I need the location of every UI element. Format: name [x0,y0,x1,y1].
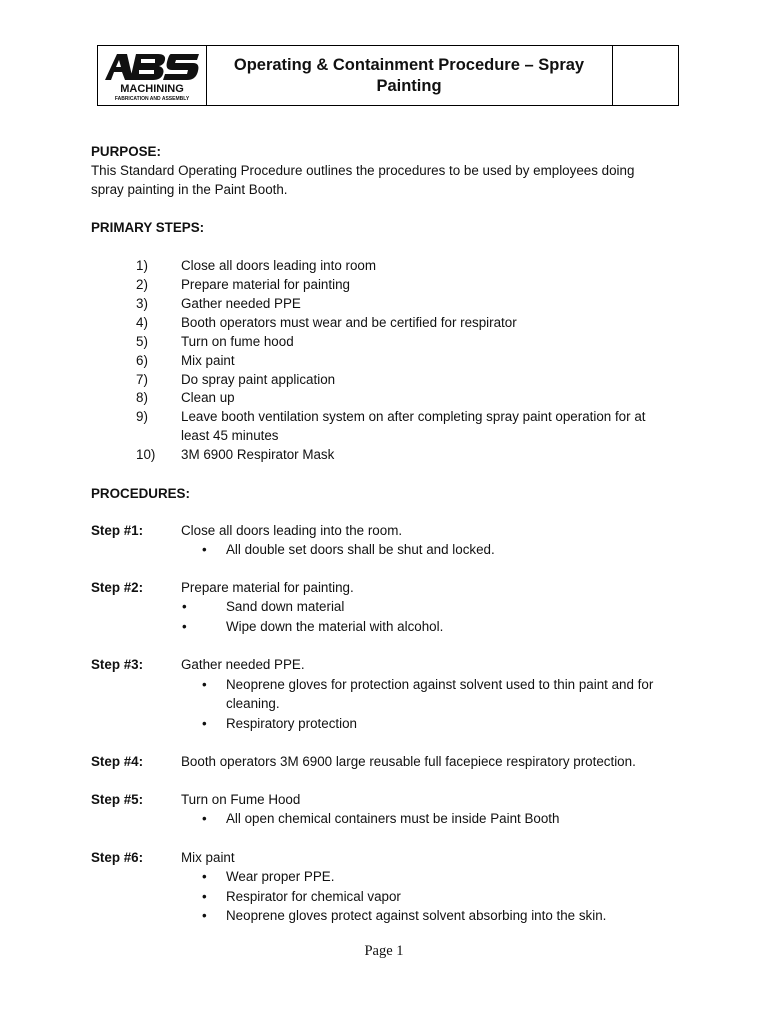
step-number: 5) [136,334,148,349]
step-number: 2) [136,277,148,292]
bullet-icon: • [202,716,207,731]
procedure-bullet-text: All open chemical containers must be inside Paint Booth [226,811,560,826]
company-logo [103,50,201,102]
bullet-icon: • [182,619,187,634]
logo-tagline: FABRICATION AND ASSEMBLY [114,96,190,102]
procedure-step-label: Step #6: [91,850,144,865]
procedures-heading: PROCEDURES: [91,486,190,501]
header-blank-cell [612,46,678,105]
procedure-bullet-text-continued: cleaning. [226,696,280,711]
procedure-step-label: Step #3: [91,657,144,672]
procedure-step-text: Booth operators 3M 6900 large reusable full facepiece respiratory protection. [181,754,636,769]
purpose-text-line-1: This Standard Operating Procedure outlines the procedures to be used by employees doing [91,163,635,178]
procedure-bullet-text: Wear proper PPE. [226,869,335,884]
step-text: Leave booth ventilation system on after completing spray paint operation for at [181,409,646,424]
procedure-step-label: Step #2: [91,580,144,595]
procedure-step-text: Mix paint [181,850,235,865]
procedure-step-label: Step #5: [91,792,144,807]
procedure-step-text: Turn on Fume Hood [181,792,301,807]
logo-cell [98,46,207,105]
step-number: 6) [136,353,148,368]
step-text: Prepare material for painting [181,277,350,292]
step-text: Mix paint [181,353,235,368]
step-number: 10) [136,447,156,462]
procedure-bullet-text: Neoprene gloves for protection against solvent used to thin paint and for [226,677,654,692]
bullet-icon: • [182,599,187,614]
bullet-icon: • [202,908,207,923]
step-text-continued: least 45 minutes [181,428,279,443]
procedure-bullet-text: All double set doors shall be shut and locked. [226,542,495,557]
procedure-bullet-text: Wipe down the material with alcohol. [226,619,444,634]
step-number: 9) [136,409,148,424]
procedure-bullet-text: Sand down material [226,599,345,614]
step-number: 3) [136,296,148,311]
procedure-step-text: Prepare material for painting. [181,580,354,595]
step-text: 3M 6900 Respirator Mask [181,447,335,462]
step-number: 1) [136,258,148,273]
title-line-2: Painting [376,76,442,95]
step-text: Do spray paint application [181,372,336,387]
logo-sub-text: MACHINING [120,83,184,95]
step-number: 4) [136,315,148,330]
step-number: 8) [136,390,148,405]
procedure-step-label: Step #1: [91,523,144,538]
purpose-text-line-2: spray painting in the Paint Booth. [91,182,288,197]
bullet-icon: • [202,542,207,557]
procedure-bullet-text: Neoprene gloves protect against solvent absorbing into the skin. [226,908,607,923]
bullet-icon: • [202,677,207,692]
bullet-icon: • [202,889,207,904]
title-line-1: Operating & Containment Procedure – Spray [233,55,585,74]
page-number: Page 1 [364,943,404,959]
step-text: Close all doors leading into room [181,258,377,273]
procedure-step-text: Close all doors leading into the room. [181,523,403,538]
document-title [206,46,613,105]
procedure-bullet-text: Respirator for chemical vapor [226,889,401,904]
step-text: Booth operators must wear and be certified for respirator [181,315,517,330]
bullet-icon: • [202,811,207,826]
bullet-icon: • [202,869,207,884]
procedure-step-text: Gather needed PPE. [181,657,305,672]
document-header [97,45,679,106]
procedure-step-label: Step #4: [91,754,144,769]
procedure-bullet-text: Respiratory protection [226,716,357,731]
primary-steps-heading: PRIMARY STEPS: [91,220,205,235]
step-text: Clean up [181,390,235,405]
step-text: Turn on fume hood [181,334,294,349]
step-text: Gather needed PPE [181,296,301,311]
step-number: 7) [136,372,148,387]
purpose-heading: PURPOSE: [91,144,161,159]
